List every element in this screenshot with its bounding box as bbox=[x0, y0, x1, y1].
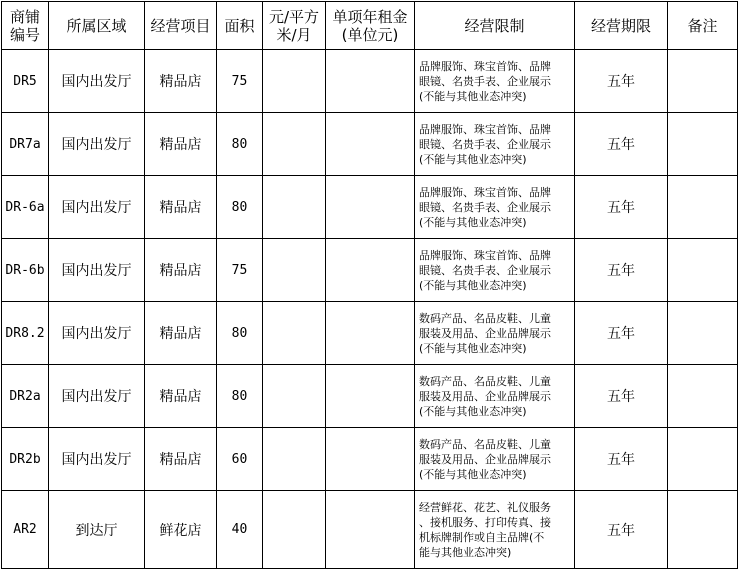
shop-code: DR2b bbox=[2, 428, 49, 491]
unit-price bbox=[263, 491, 326, 569]
note bbox=[668, 113, 738, 176]
restriction-line: 数码产品、名品皮鞋、儿童 bbox=[419, 437, 551, 451]
shop-code: DR-6a bbox=[2, 176, 49, 239]
area-zone: 国内出发厅 bbox=[49, 365, 145, 428]
note bbox=[668, 176, 738, 239]
restriction-line: 服装及用品、企业品牌展示 bbox=[419, 326, 551, 340]
unit-price bbox=[263, 302, 326, 365]
term: 五年 bbox=[575, 113, 668, 176]
note bbox=[668, 428, 738, 491]
restriction-line: (不能与其他业态冲突) bbox=[419, 404, 527, 418]
header-shop-code bbox=[2, 2, 49, 50]
annual-rent bbox=[326, 302, 415, 365]
restriction-line: 品牌服饰、珠宝首饰、品牌 bbox=[419, 248, 551, 262]
restriction-line: (不能与其他业态冲突) bbox=[419, 278, 527, 292]
table-row bbox=[2, 365, 738, 428]
header-restriction: 经营限制 bbox=[415, 2, 575, 50]
unit-price bbox=[263, 113, 326, 176]
term: 五年 bbox=[575, 365, 668, 428]
header-project: 经营项目 bbox=[145, 2, 217, 50]
header-unit-price-line2: 米/月 bbox=[276, 25, 312, 44]
note bbox=[668, 302, 738, 365]
restriction-line: 品牌服饰、珠宝首饰、品牌 bbox=[419, 185, 551, 199]
header-note: 备注 bbox=[668, 2, 738, 50]
restriction-line: (不能与其他业态冲突) bbox=[419, 467, 527, 481]
header-shop-code-line1: 商铺 bbox=[9, 7, 40, 26]
annual-rent bbox=[326, 176, 415, 239]
table-row bbox=[2, 50, 738, 113]
project: 精品店 bbox=[145, 302, 217, 365]
header-annual-rent-line2: (单位元) bbox=[341, 25, 399, 44]
size: 40 bbox=[217, 491, 263, 569]
project: 精品店 bbox=[145, 365, 217, 428]
area-zone: 到达厅 bbox=[49, 491, 145, 569]
project: 精品店 bbox=[145, 239, 217, 302]
restriction bbox=[415, 365, 575, 428]
restriction bbox=[415, 428, 575, 491]
size: 80 bbox=[217, 113, 263, 176]
unit-price bbox=[263, 176, 326, 239]
size: 80 bbox=[217, 302, 263, 365]
restriction-line: 服装及用品、企业品牌展示 bbox=[419, 452, 551, 466]
restriction-line: 服装及用品、企业品牌展示 bbox=[419, 389, 551, 403]
restriction-line: 眼镜、名贵手表、企业展示 bbox=[419, 200, 551, 214]
size: 80 bbox=[217, 365, 263, 428]
area-zone: 国内出发厅 bbox=[49, 239, 145, 302]
annual-rent bbox=[326, 428, 415, 491]
project: 精品店 bbox=[145, 176, 217, 239]
note bbox=[668, 491, 738, 569]
term: 五年 bbox=[575, 428, 668, 491]
restriction-line: 品牌服饰、珠宝首饰、品牌 bbox=[419, 59, 551, 73]
restriction bbox=[415, 491, 575, 569]
term: 五年 bbox=[575, 239, 668, 302]
project: 精品店 bbox=[145, 428, 217, 491]
size: 60 bbox=[217, 428, 263, 491]
restriction-line: 数码产品、名品皮鞋、儿童 bbox=[419, 311, 551, 325]
restriction-line: 经营鲜花、花艺、礼仪服务 bbox=[419, 500, 551, 514]
restriction bbox=[415, 302, 575, 365]
table-row bbox=[2, 302, 738, 365]
annual-rent bbox=[326, 365, 415, 428]
area-zone: 国内出发厅 bbox=[49, 428, 145, 491]
project: 鲜花店 bbox=[145, 491, 217, 569]
restriction bbox=[415, 176, 575, 239]
unit-price bbox=[263, 365, 326, 428]
note bbox=[668, 239, 738, 302]
note bbox=[668, 365, 738, 428]
shop-code: DR5 bbox=[2, 50, 49, 113]
restriction bbox=[415, 113, 575, 176]
table-row bbox=[2, 176, 738, 239]
annual-rent bbox=[326, 113, 415, 176]
size: 75 bbox=[217, 50, 263, 113]
note bbox=[668, 50, 738, 113]
header-size: 面积 bbox=[217, 2, 263, 50]
restriction-line: (不能与其他业态冲突) bbox=[419, 215, 527, 229]
unit-price bbox=[263, 50, 326, 113]
table-row bbox=[2, 113, 738, 176]
restriction-line: (不能与其他业态冲突) bbox=[419, 89, 527, 103]
term: 五年 bbox=[575, 491, 668, 569]
table-row bbox=[2, 239, 738, 302]
restriction-line: 眼镜、名贵手表、企业展示 bbox=[419, 137, 551, 151]
area-zone: 国内出发厅 bbox=[49, 176, 145, 239]
restriction-line: 数码产品、名品皮鞋、儿童 bbox=[419, 374, 551, 388]
shop-lease-table bbox=[1, 1, 738, 569]
restriction-line: 机标牌制作或自主品牌(不 bbox=[419, 530, 545, 544]
header-area-zone: 所属区域 bbox=[49, 2, 145, 50]
restriction-line: 品牌服饰、珠宝首饰、品牌 bbox=[419, 122, 551, 136]
header-term: 经营期限 bbox=[575, 2, 668, 50]
annual-rent bbox=[326, 491, 415, 569]
area-zone: 国内出发厅 bbox=[49, 302, 145, 365]
header-annual-rent-line1: 单项年租金 bbox=[332, 7, 408, 26]
term: 五年 bbox=[575, 176, 668, 239]
header-unit-price-line1: 元/平方 bbox=[268, 7, 320, 26]
restriction-line: 能与其他业态冲突) bbox=[419, 545, 512, 559]
restriction-line: 、接机服务、打印传真、接 bbox=[419, 515, 551, 529]
unit-price bbox=[263, 428, 326, 491]
size: 75 bbox=[217, 239, 263, 302]
restriction-line: 眼镜、名贵手表、企业展示 bbox=[419, 74, 551, 88]
unit-price bbox=[263, 239, 326, 302]
project: 精品店 bbox=[145, 113, 217, 176]
annual-rent bbox=[326, 239, 415, 302]
size: 80 bbox=[217, 176, 263, 239]
annual-rent bbox=[326, 50, 415, 113]
header-annual-rent bbox=[326, 2, 415, 50]
shop-code: DR8.2 bbox=[2, 302, 49, 365]
restriction-line: (不能与其他业态冲突) bbox=[419, 152, 527, 166]
term: 五年 bbox=[575, 302, 668, 365]
shop-code: DR2a bbox=[2, 365, 49, 428]
restriction-line: 眼镜、名贵手表、企业展示 bbox=[419, 263, 551, 277]
header-row bbox=[2, 2, 738, 50]
restriction bbox=[415, 239, 575, 302]
header-unit-price bbox=[263, 2, 326, 50]
shop-code: DR-6b bbox=[2, 239, 49, 302]
project: 精品店 bbox=[145, 50, 217, 113]
shop-code: DR7a bbox=[2, 113, 49, 176]
shop-code: AR2 bbox=[2, 491, 49, 569]
restriction bbox=[415, 50, 575, 113]
area-zone: 国内出发厅 bbox=[49, 113, 145, 176]
table-row bbox=[2, 491, 738, 569]
term: 五年 bbox=[575, 50, 668, 113]
area-zone: 国内出发厅 bbox=[49, 50, 145, 113]
restriction-line: (不能与其他业态冲突) bbox=[419, 341, 527, 355]
header-shop-code-line2: 编号 bbox=[9, 25, 40, 44]
table-row bbox=[2, 428, 738, 491]
